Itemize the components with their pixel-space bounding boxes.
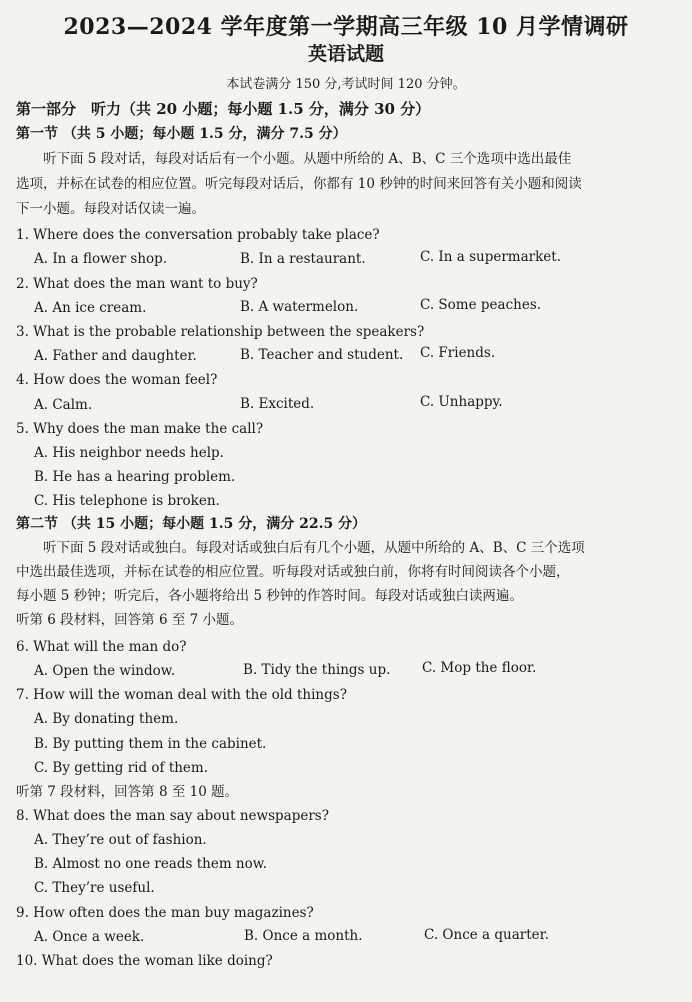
option-a: A. An ice cream. <box>34 300 147 316</box>
option-c: C. Once a quarter. <box>424 927 549 943</box>
section2-instruction-line: 听下面 5 段对话或独白。每段对话或独白后有几个小题，从题中所给的 A、B、C 三个选项 <box>16 540 585 556</box>
option-b: B. By putting them in the cabinet. <box>34 736 267 752</box>
option-b: B. Tidy the things up. <box>243 662 391 678</box>
option-b: B. Once a month. <box>244 928 363 944</box>
option-b: B. A watermelon. <box>240 299 359 315</box>
section1-instruction-line: 听下面 5 段对话，每段对话后有一个小题。从题中所给的 A、B、C 三个选项中选出最佳 <box>16 151 572 167</box>
option-c: C. Mop the floor. <box>422 660 537 676</box>
section1-instruction-line: 下一小题。每段对话仅读一遍。 <box>16 201 205 217</box>
option-c: C. His telephone is broken. <box>34 493 220 509</box>
part1-heading: 第一部分 听力（共 20 小题；每小题 1.5 分，满分 30 分） <box>16 100 431 118</box>
option-a: A. Open the window. <box>34 663 175 679</box>
option-c: C. Friends. <box>420 345 496 361</box>
question-stem: 1. Where does the conversation probably take place? <box>16 227 380 243</box>
option-a: A. Once a week. <box>34 929 145 945</box>
option-c: C. Some peaches. <box>420 297 542 313</box>
option-a: A. By donating them. <box>34 711 179 727</box>
option-a: A. His neighbor needs help. <box>34 445 224 461</box>
question-stem: 9. How often does the man buy magazines? <box>16 905 314 921</box>
option-b: B. Teacher and student. <box>240 347 404 363</box>
section2-instruction-line: 每小题 5 秒钟；听完后，各小题将给出 5 秒钟的作答时间。每段对话或独白读两遍。 <box>16 588 523 604</box>
option-b: B. Excited. <box>240 396 315 412</box>
exam-title: 2023—2024 学年度第一学期高三年级 10 月学情调研 <box>63 14 629 40</box>
option-c: C. They’re useful. <box>34 880 155 896</box>
section2-instruction-line: 中选出最佳选项，并标在试卷的相应位置。听每段对话或独白前，你将有时间阅读各个小题， <box>16 564 570 580</box>
question-stem: 7. How will the woman deal with the old things? <box>16 687 347 703</box>
question-stem: 5. Why does the man make the call? <box>16 421 264 437</box>
option-a: A. Calm. <box>34 397 93 413</box>
exam-note: 本试卷满分 150 分,考试时间 120 分钟。 <box>226 77 466 92</box>
question-stem: 3. What is the probable relationship between the speakers? <box>16 324 425 340</box>
section1-heading: 第一节 （共 5 小题；每小题 1.5 分，满分 7.5 分） <box>16 126 347 142</box>
material-instruction: 听第 7 段材料，回答第 8 至 10 题。 <box>16 784 239 800</box>
option-b: B. Almost no one reads them now. <box>34 856 267 872</box>
section1-instruction-line: 选项，并标在试卷的相应位置。听完每段对话后，你都有 10 秒钟的时间来回答有关小题和阅读 <box>16 176 582 192</box>
option-b: B. He has a hearing problem. <box>34 469 236 485</box>
option-a: A. They’re out of fashion. <box>34 832 207 848</box>
question-stem: 4. How does the woman feel? <box>16 372 218 388</box>
material-instruction: 听第 6 段材料，回答第 6 至 7 小题。 <box>16 612 244 628</box>
option-c: C. In a supermarket. <box>420 249 561 265</box>
question-stem: 6. What will the man do? <box>16 639 187 655</box>
question-stem: 10. What does the woman like doing? <box>16 953 273 969</box>
option-c: C. By getting rid of them. <box>34 760 209 776</box>
option-c: C. Unhappy. <box>420 394 503 410</box>
exam-subtitle: 英语试题 <box>307 43 384 65</box>
question-stem: 2. What does the man want to buy? <box>16 276 258 292</box>
option-a: A. In a flower shop. <box>34 251 168 267</box>
option-b: B. In a restaurant. <box>240 251 366 267</box>
question-stem: 8. What does the man say about newspapers? <box>16 808 329 824</box>
option-a: A. Father and daughter. <box>34 348 197 364</box>
section2-heading: 第二节 （共 15 小题；每小题 1.5 分，满分 22.5 分） <box>16 516 367 532</box>
